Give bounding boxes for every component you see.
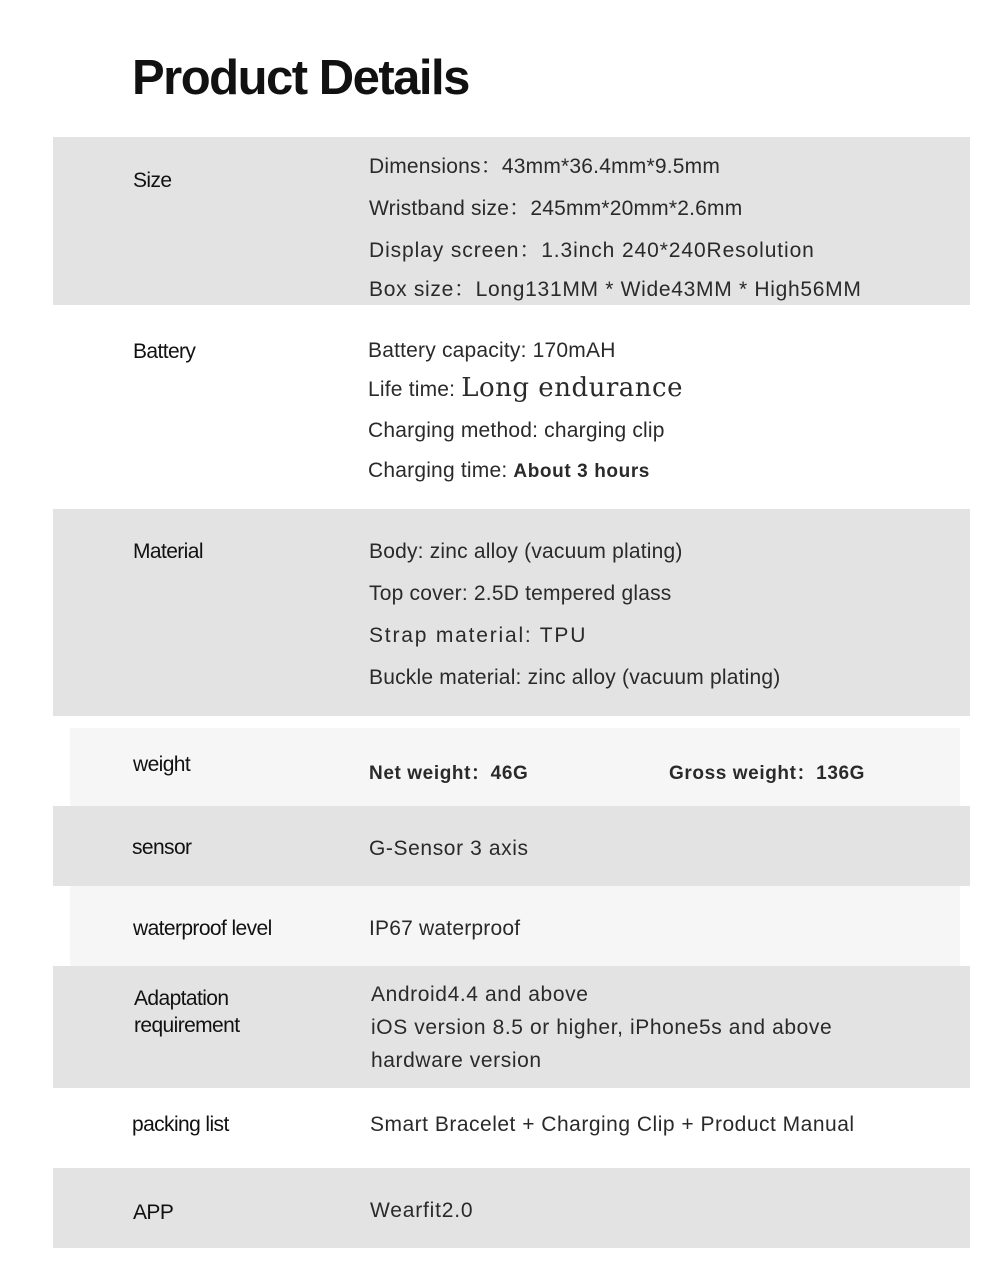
body-material-value: Body: zinc alloy (vacuum plating) bbox=[369, 540, 683, 563]
sensor-row bbox=[53, 806, 970, 886]
material-label: Material bbox=[133, 540, 203, 563]
gross-weight-value: Gross weight：136G bbox=[669, 763, 866, 784]
sensor-value: G-Sensor 3 axis bbox=[369, 837, 529, 860]
wristband-size-value: Wristband size：245mm*20mm*2.6mm bbox=[369, 197, 743, 220]
hardware-version-value: hardware version bbox=[371, 1049, 542, 1072]
ios-requirement-value: iOS version 8.5 or higher, iPhone5s and above bbox=[371, 1016, 833, 1039]
adaptation-label bbox=[134, 985, 239, 1039]
waterproof-row bbox=[70, 886, 960, 966]
weight-row bbox=[70, 728, 960, 806]
app-row bbox=[53, 1168, 970, 1248]
charging-method-value: Charging method: charging clip bbox=[368, 419, 665, 442]
size-label: Size bbox=[133, 169, 172, 192]
display-screen-value: Display screen：1.3inch 240*240Resolution bbox=[369, 239, 815, 262]
life-time-line bbox=[368, 373, 683, 403]
waterproof-label: waterproof level bbox=[133, 917, 272, 940]
adaptation-label-line2: requirement bbox=[134, 1014, 240, 1037]
battery-row bbox=[53, 305, 970, 509]
buckle-material-value: Buckle material: zinc alloy (vacuum plating) bbox=[369, 666, 781, 689]
box-size-value: Box size：Long131MM * Wide43MM * High56MM bbox=[369, 278, 862, 301]
charging-time-value: About 3 hours bbox=[513, 461, 650, 482]
packing-row bbox=[53, 1088, 970, 1168]
strap-material-value: Strap material: TPU bbox=[369, 624, 588, 647]
packing-list-value: Smart Bracelet + Charging Clip + Product Manual bbox=[370, 1113, 855, 1136]
adaptation-label-line1: Adaptation bbox=[134, 987, 229, 1010]
material-row bbox=[53, 509, 970, 716]
battery-label: Battery bbox=[133, 340, 196, 363]
size-row bbox=[53, 137, 970, 305]
adaptation-row bbox=[53, 966, 970, 1088]
page-title: Product Details bbox=[132, 51, 469, 105]
charging-time-line bbox=[368, 459, 650, 483]
weight-label: weight bbox=[133, 753, 191, 776]
top-cover-value: Top cover: 2.5D tempered glass bbox=[369, 582, 672, 605]
charging-time-prefix: Charging time: bbox=[368, 459, 514, 482]
android-requirement-value: Android4.4 and above bbox=[371, 983, 589, 1006]
life-time-prefix: Life time: bbox=[368, 378, 462, 401]
sensor-label: sensor bbox=[132, 836, 192, 859]
dimensions-value: Dimensions：43mm*36.4mm*9.5mm bbox=[369, 155, 721, 178]
net-weight-value: Net weight：46G bbox=[369, 763, 529, 784]
life-time-value: Long endurance bbox=[461, 373, 683, 403]
app-label: APP bbox=[133, 1201, 174, 1224]
packing-label: packing list bbox=[132, 1113, 229, 1136]
battery-capacity-value: Battery capacity: 170mAH bbox=[368, 339, 616, 362]
waterproof-value: IP67 waterproof bbox=[369, 917, 521, 940]
app-value: Wearfit2.0 bbox=[370, 1199, 474, 1222]
